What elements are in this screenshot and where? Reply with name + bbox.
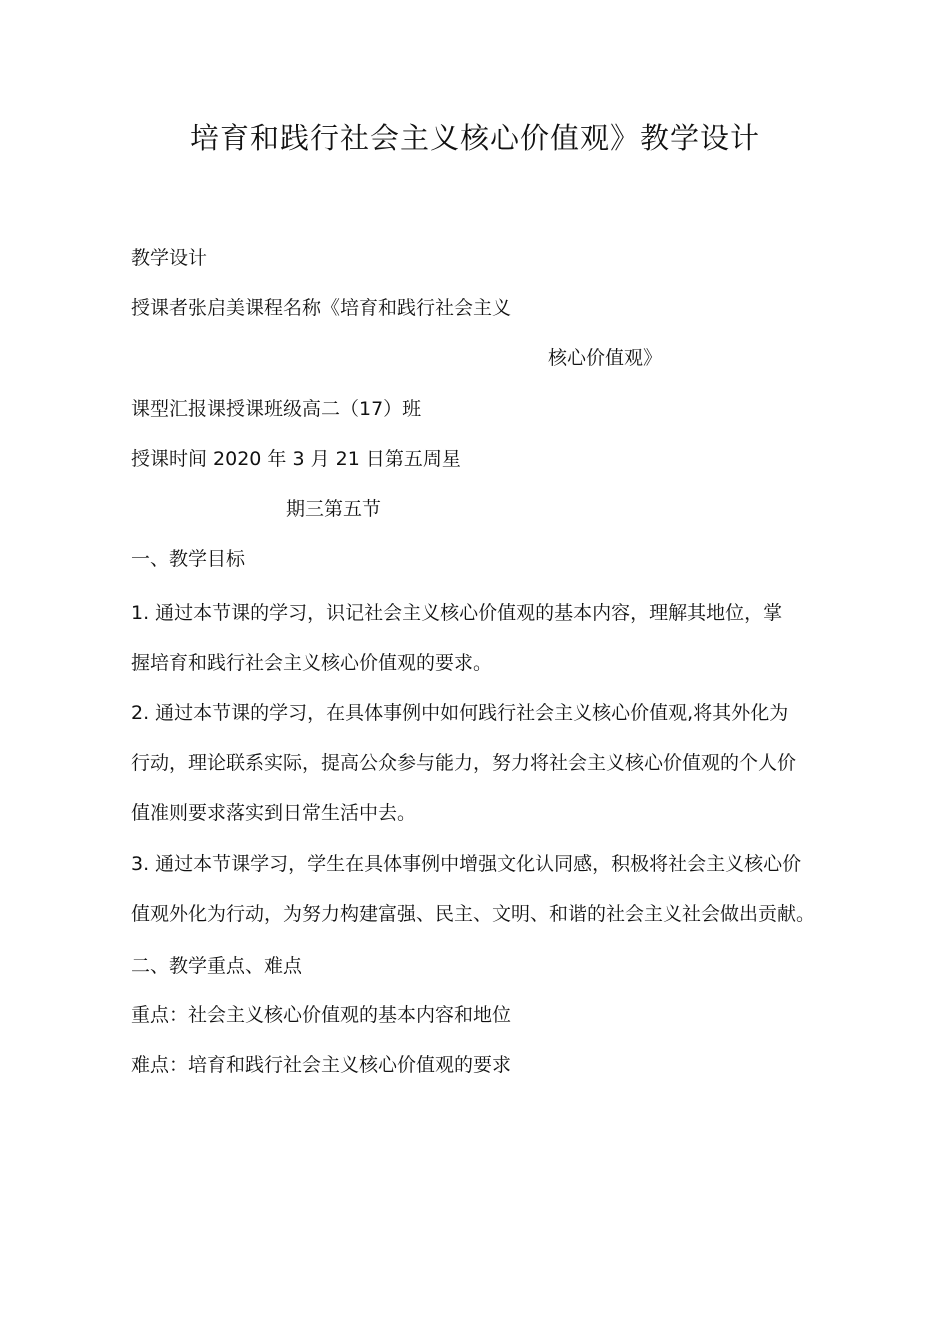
class-info-line: 课型汇报课授课班级高二（17）班 (131, 398, 422, 420)
time-info-line-1: 授课时间 2020 年 3 月 21 日第五周星 (131, 448, 461, 470)
objective-2-line-3: 值准则要求落实到日常生活中去。 (131, 802, 417, 824)
objective-1-line-2: 握培育和践行社会主义核心价值观的要求。 (131, 652, 493, 674)
objective-3-line-2: 值观外化为行动，为努力构建富强、民主、文明、和谐的社会主义社会做出贡献。 (131, 903, 816, 925)
course-info-line-1: 授课者张启美课程名称《培育和践行社会主义 (131, 297, 512, 319)
section-label: 教学设计 (131, 247, 208, 269)
time-info-line-2: 期三第五节 (286, 498, 382, 520)
difficult-point-line: 难点：培育和践行社会主义核心价值观的要求 (131, 1054, 512, 1076)
objective-1-line-1: 1. 通过本节课的学习，识记社会主义核心价值观的基本内容，理解其地位，掌 (131, 602, 783, 624)
objectives-heading: 一、教学目标 (131, 548, 246, 570)
objective-3-line-1: 3. 通过本节课学习，学生在具体事例中增强文化认同感，积极将社会主义核心价 (131, 853, 802, 875)
focus-heading: 二、教学重点、难点 (131, 955, 303, 977)
objective-2-line-1: 2. 通过本节课的学习，在具体事例中如何践行社会主义核心价值观,将其外化为 (131, 702, 789, 724)
document-title: 培育和践行社会主义核心价值观》教学设计 (189, 121, 760, 155)
key-point-line: 重点：社会主义核心价值观的基本内容和地位 (131, 1004, 512, 1026)
course-info-line-2: 核心价值观》 (548, 347, 663, 369)
objective-2-line-2: 行动，理论联系实际，提高公众参与能力，努力将社会主义核心价值观的个人价 (131, 752, 797, 774)
